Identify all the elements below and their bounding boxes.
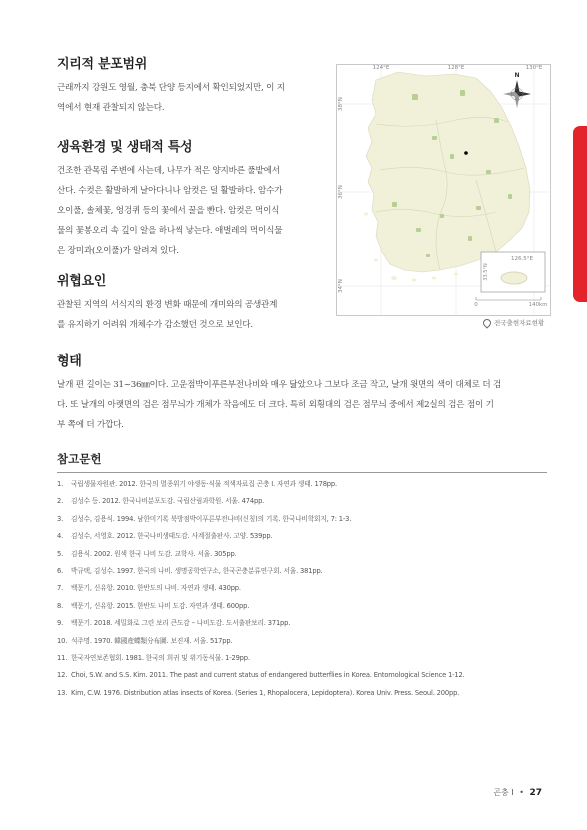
- body-line: 근래까지 강원도 영월, 충북 단양 등지에서 확인되었지만, 이 지: [57, 83, 285, 93]
- section-morphology: [57, 350, 547, 435]
- reference-number: 13.: [57, 688, 68, 697]
- reference-text: 백문기, 신유항. 2015. 한반도 나비 도감. 자연과 생태. 600pp.: [71, 601, 250, 610]
- occurrence-cell: [460, 90, 465, 96]
- body-line: 은 장미과(오이풀)가 알려져 있다.: [57, 246, 179, 256]
- lat-label: 36°N: [338, 185, 344, 199]
- reference-text: Choi, S.W. and S.S. Kim. 2011. The past and current status of endangered butterflies in Korea. Entomological Science 1-12.: [71, 671, 465, 680]
- map-caption: [483, 318, 544, 327]
- jeju-island: [501, 272, 527, 284]
- reference-item: [57, 650, 552, 667]
- chapter-tab: [573, 126, 587, 302]
- section-title: 위협요인: [57, 274, 107, 289]
- occurrence-cell: [468, 236, 472, 241]
- reference-text: 김용식. 2002. 원색 한국 나비 도감. 교학사. 서울. 305pp.: [71, 549, 237, 558]
- footer-separator: •: [519, 788, 524, 797]
- reference-item: [57, 580, 552, 597]
- reference-item: [57, 685, 552, 702]
- body-line: 역에서 현재 관찰되지 않는다.: [57, 103, 165, 113]
- reference-number: 9.: [57, 619, 64, 628]
- jeju-inset: [481, 252, 545, 292]
- occurrence-cell: [392, 202, 397, 207]
- reference-item: [57, 667, 552, 684]
- body-line: 를 유지하기 어려워 개체수가 감소했던 것으로 보인다.: [57, 320, 253, 330]
- section-habitat: [57, 136, 312, 261]
- reference-item: [57, 476, 552, 493]
- body-line: 오이풀, 솔체꽃, 엉겅퀴 등의 꽃에서 꿀을 빤다. 암컷은 먹이식: [57, 206, 280, 216]
- inset-lat-label: 33.5°N: [483, 263, 489, 281]
- section-title: 생육환경 및 생태적 특성: [57, 140, 193, 155]
- map-svg: [336, 64, 551, 316]
- reference-number: 1.: [57, 480, 64, 488]
- section-body: [57, 161, 312, 261]
- lat-label: 34°N: [338, 279, 344, 293]
- section-body: [57, 78, 312, 118]
- occurrence-cell: [486, 170, 491, 174]
- reference-item: [57, 563, 552, 580]
- lon-label: 130°E: [525, 65, 543, 71]
- distribution-map: [336, 64, 551, 316]
- footer-label: 곤충 I: [493, 788, 514, 797]
- reference-item: [57, 598, 552, 615]
- island: [364, 213, 368, 216]
- scale-start: 0: [474, 302, 478, 308]
- occurrence-cell: [426, 254, 430, 257]
- island: [454, 273, 458, 276]
- lat-label: 38°N: [338, 97, 344, 111]
- body-line: 관찰된 지역의 서식지의 환경 변화 때문에 개미와의 공생관계: [57, 300, 278, 310]
- reference-text: 김성수, 서영호. 2012. 한국나비생태도감. 사계절출판사. 고양. 539pp.: [71, 532, 273, 541]
- reference-item: [57, 511, 552, 528]
- map-pin-icon: [481, 317, 492, 328]
- body-line: 다. 또 날개의 아랫면의 검은 점무늬가 개체가 작음에도 더 크다. 특히 외횡대의 검은 점무늬 중에서 제2실의 검은 점이 기: [57, 400, 494, 410]
- reference-number: 7.: [57, 584, 64, 593]
- north-label: N: [514, 72, 520, 79]
- body-line: 부 쪽에 더 가깝다.: [57, 420, 124, 430]
- occurrence-cell: [508, 194, 512, 199]
- island: [432, 277, 437, 280]
- section-threat: [57, 270, 312, 335]
- reference-number: 8.: [57, 601, 64, 610]
- reference-item: [57, 493, 552, 510]
- reference-text: 백문기, 신유항. 2010. 한반도의 나비. 자연과 생태. 430pp.: [71, 584, 241, 593]
- reference-number: 6.: [57, 566, 64, 575]
- occurrence-cell: [440, 214, 444, 218]
- occurrence-cell: [412, 94, 418, 100]
- occurrence-cell: [416, 228, 421, 232]
- references-title: 참고문헌: [57, 452, 102, 466]
- reference-text: 석주명. 1970. 韓國産蝶類分布圖. 보진재. 서울. 517pp.: [71, 636, 233, 645]
- reference-text: 국립생물자원관. 2012. 한국의 멸종위기 야생동·식물 적색자료집 곤충 I. 자연과 생태. 178pp.: [71, 480, 337, 488]
- section-title: 형태: [57, 354, 82, 369]
- reference-text: 김성수 등. 2012. 한국나비분포도감. 국립산림과학원. 서울. 474pp.: [71, 497, 265, 506]
- occurrence-cell: [432, 136, 437, 140]
- references-header: [57, 451, 547, 473]
- body-line: 건조한 관목림 주변에 사는데, 나무가 적은 양지바른 풀밭에서: [57, 166, 280, 176]
- lon-label: 124°E: [372, 65, 390, 71]
- reference-text: Kim, C.W. 1976. Distribution atlas insects of Korea. (Series 1, Rhopalocera, Lepidoptera). Korea Univ. Press. Seoul. 200pp.: [71, 688, 460, 697]
- section-body: [57, 295, 312, 335]
- map-caption-text: 전국출현자료현황: [494, 319, 545, 327]
- body-line: 날개 편 길이는 31~36㎜이다. 고운점박이푸른부전나비와 매우 닮았으나 그보다 조금 작고, 날개 윗면의 색이 대체로 더 검: [57, 380, 502, 390]
- island: [391, 276, 397, 280]
- section-body: [57, 375, 547, 435]
- inset-lon-label: 126.5°E: [511, 256, 533, 262]
- reference-item: [57, 633, 552, 650]
- reference-number: 10.: [57, 636, 68, 645]
- reference-number: 5.: [57, 549, 64, 558]
- scale-end: 140km: [528, 302, 548, 308]
- island: [504, 159, 508, 162]
- reference-number: 3.: [57, 514, 64, 523]
- body-line: 물의 꽃봉오리 속 깊이 알을 하나씩 낳는다. 애벌레의 먹이식물: [57, 226, 283, 236]
- section-distribution: [57, 53, 312, 118]
- reference-text: 박규택, 김성수. 1997. 한국의 나비. 생명공학연구소, 한국곤충분류연구회. 서울. 381pp.: [71, 566, 323, 575]
- references-list: [57, 476, 552, 702]
- reference-number: 12.: [57, 671, 68, 680]
- page-footer: [493, 787, 542, 798]
- record-dot: [464, 151, 468, 155]
- occurrence-cell: [450, 154, 454, 159]
- occurrence-cell: [494, 118, 499, 123]
- section-title: 지리적 분포범위: [57, 57, 148, 72]
- occurrence-cell: [476, 206, 481, 210]
- reference-text: 한국자연보존협회. 1981. 한국의 희귀 및 위기동식물. 1-29pp.: [71, 653, 250, 662]
- reference-item: [57, 546, 552, 563]
- reference-text: 김성수, 김용식. 1994. 남한미기록 북방점박이푸른부전나비(신칭)의 기록. 한국나비학회지, 7: 1-3.: [71, 514, 352, 523]
- lon-label: 128°E: [447, 65, 465, 71]
- reference-item: [57, 528, 552, 545]
- reference-number: 4.: [57, 532, 64, 541]
- reference-item: [57, 615, 552, 632]
- island: [374, 259, 378, 262]
- island: [412, 279, 417, 282]
- reference-text: 백문기. 2018. 세밀화로 그린 보리 큰도감 – 나비도감. 도서출판보리. 371pp.: [71, 619, 291, 628]
- body-line: 산다. 수컷은 활발하게 날아다니나 암컷은 덜 활발하다. 암수가: [57, 186, 283, 196]
- references-divider: [57, 472, 547, 473]
- reference-number: 2.: [57, 497, 64, 506]
- page-number: 27: [529, 788, 542, 798]
- reference-number: 11.: [57, 653, 68, 662]
